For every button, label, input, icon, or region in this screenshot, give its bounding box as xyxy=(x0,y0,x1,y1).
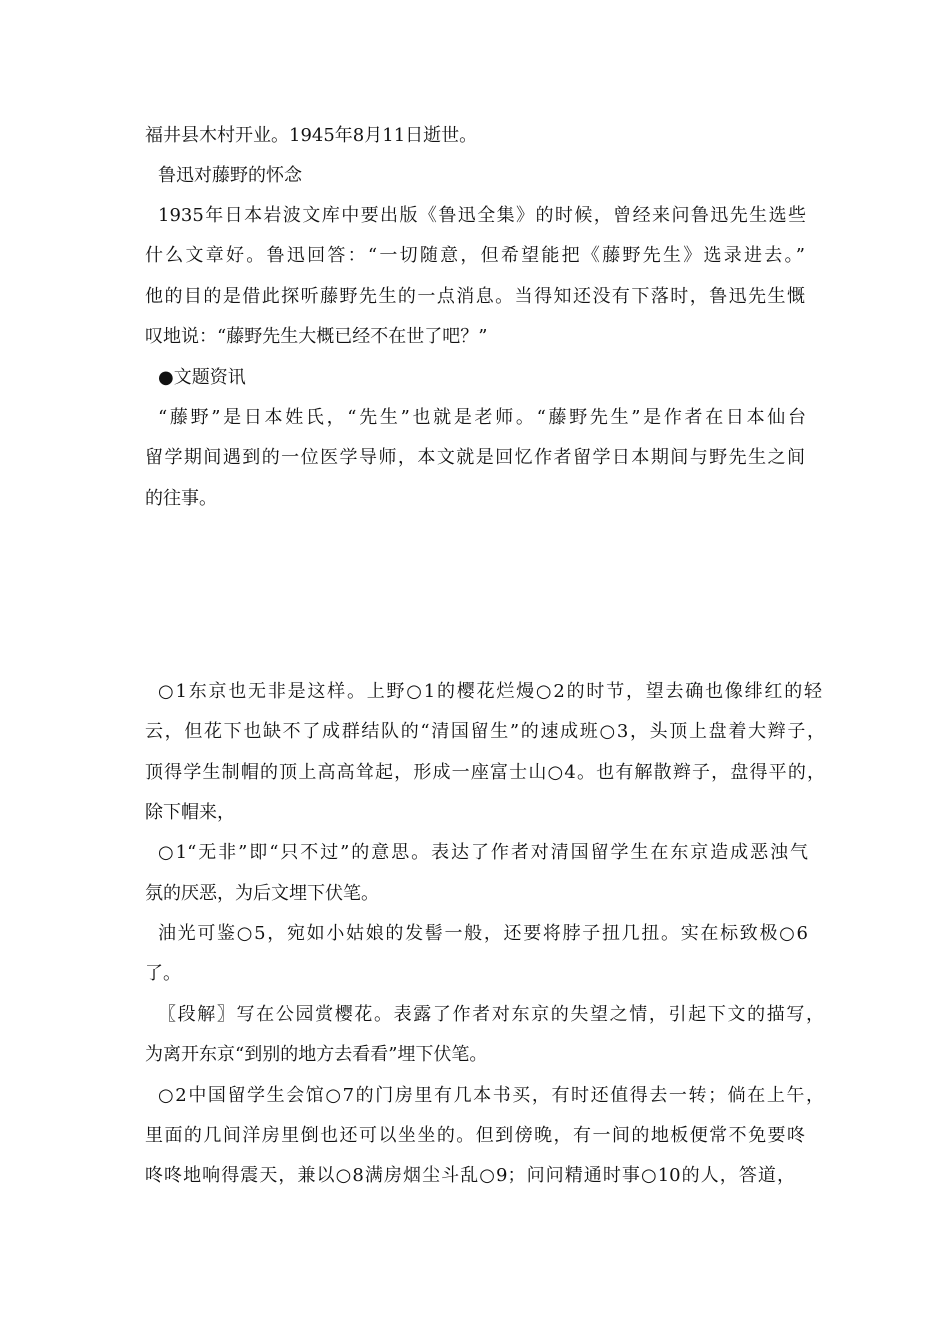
text-line: 他的目的是借此探听藤野先生的一点消息。当得知还没有下落时，鲁迅先生慨 xyxy=(145,286,805,307)
text-line: ○1东京也无非是这样。上野○1的樱花烂熳○2的时节，望去确也像绯红的轻 xyxy=(158,681,822,702)
text-line: 云，但花下也缺不了成群结队的“清国留生”的速成班○3，头顶上盘着大辫子， xyxy=(145,721,825,742)
annotation-line: 为离开东京“到别的地方去看看”埋下伏笔。 xyxy=(145,1044,488,1065)
annotation-line: ○1“无非”即“只不过”的意思。表达了作者对清国留学生在东京造成恶浊气 xyxy=(158,842,808,863)
text-line: 除下帽来， xyxy=(145,802,235,823)
text-line: 油光可鉴○5，宛如小姑娘的发髻一般，还要将脖子扭几扭。实在标致极○6 xyxy=(158,923,808,944)
text-line: 的往事。 xyxy=(145,488,217,509)
text-line: 1935年日本岩波文库中要出版《鲁迅全集》的时候，曾经来问鲁迅先生选些 xyxy=(158,205,806,226)
text-line: 福井县木村开业。1945年8月11日逝世。 xyxy=(145,125,478,146)
text-line: 了。 xyxy=(145,963,181,984)
text-line: 叹地说：“藤野先生大概已经不在世了吧？” xyxy=(145,326,488,347)
text-line: 什么文章好。鲁迅回答：“一切随意，但希望能把《藤野先生》选录进去。” xyxy=(145,245,805,266)
text-line: 咚咚地响得震天，兼以○8满房烟尘斗乱○9；问问精通时事○10的人，答道， xyxy=(145,1165,795,1186)
text-line: ○2中国留学生会馆○7的门房里有几本书买，有时还值得去一转；倘在上午， xyxy=(158,1085,824,1106)
text-line: 留学期间遇到的一位医学导师，本文就是回忆作者留学日本期间与野先生之间 xyxy=(145,447,805,468)
annotation-line: 〖段解〗写在公园赏樱花。表露了作者对东京的失望之情，引起下文的描写， xyxy=(158,1004,824,1025)
annotation-line: 氛的厌恶，为后文埋下伏笔。 xyxy=(145,883,379,904)
text-line: 顶得学生制帽的顶上高高耸起，形成一座富士山○4。也有解散辫子，盘得平的， xyxy=(145,762,825,783)
text-line: 里面的几间洋房里倒也还可以坐坐的。但到傍晚，有一间的地板便常不免要咚 xyxy=(145,1125,805,1146)
section-heading: 鲁迅对藤野的怀念 xyxy=(158,165,302,186)
text-line: “藤野”是日本姓氏，“先生”也就是老师。“藤野先生”是作者在日本仙台 xyxy=(158,407,806,428)
section-heading: ●文题资讯 xyxy=(158,367,246,388)
